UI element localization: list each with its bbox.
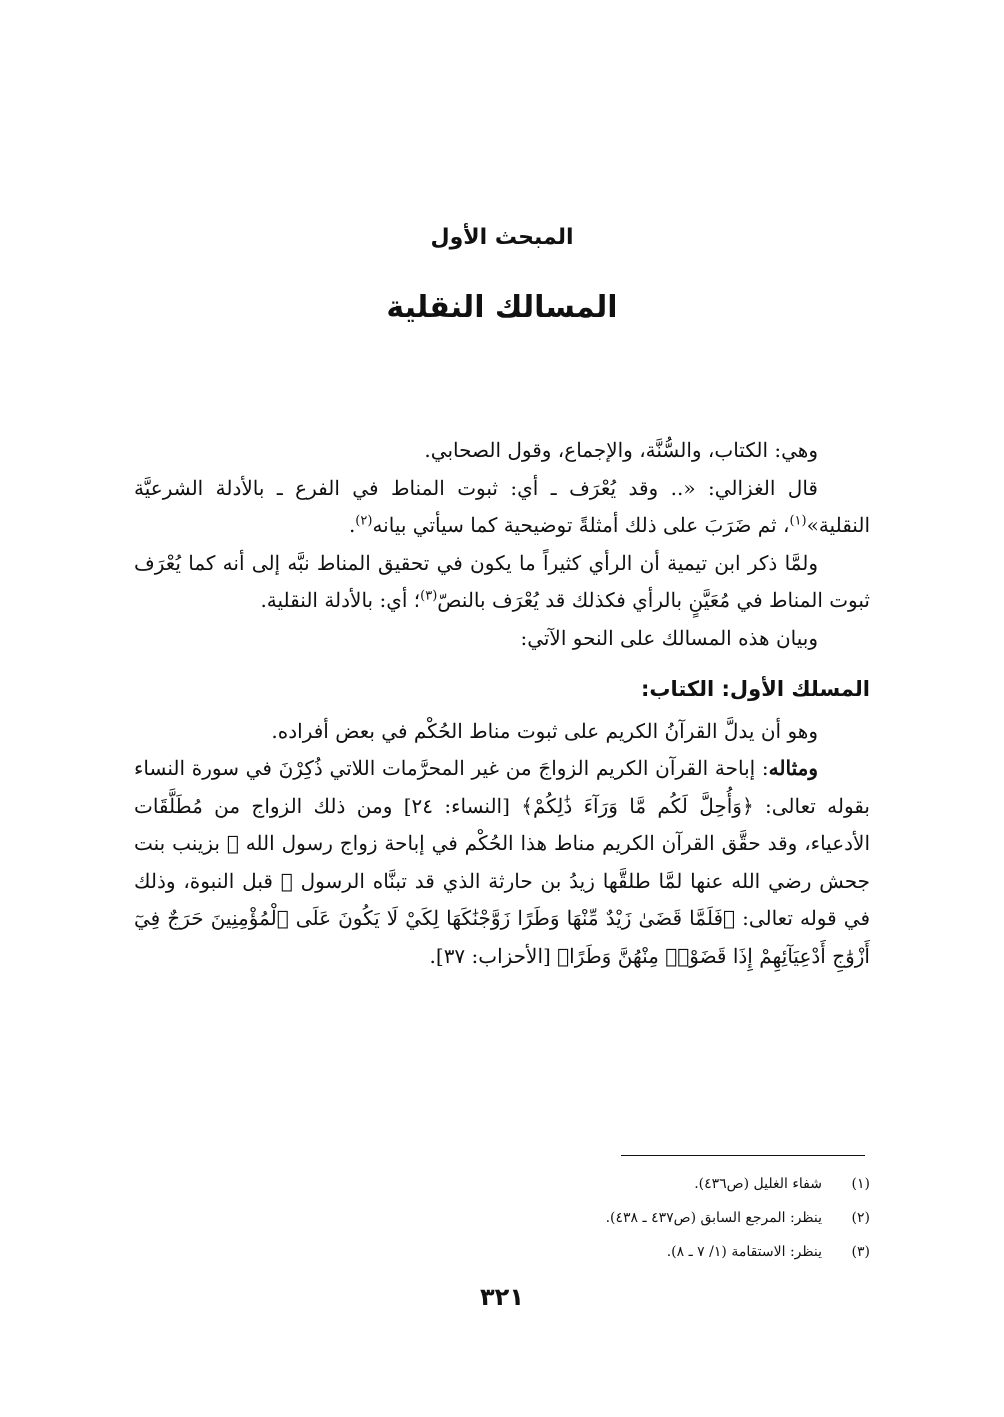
chapter-heading: المبحث الأول	[430, 225, 574, 250]
footnote-ref-2: (٢)	[355, 513, 373, 529]
body-text	[134, 432, 870, 975]
paragraph-6-text: : إباحة القرآن الكريم الزواجَ من غير المحرَّمات اللاتي ذُكِرْنَ في سورة النساء بقوله تعالى: ﴿وَأُحِلَّ لَكُم مَّا وَرَآءَ ذَٰلِكُمْ﴾ [النساء: ٢٤] ومن ذلك الزواج من مُطَلَّقَات الأدعياء، وقد حقَّق القرآن الكريم مناط هذا الحُكْم في إباحة زواج رسول الله ﷺ بزينب بنت جحش رضي الله عنها لمَّا طلقَّها زيدُ بن حارثة الذي قد تبنَّاه الرسول ﷺ قبل النبوة، وذلك في قوله تعالى: ﴿فَلَمَّا قَضَىٰ زَيْدٌ مِّنْهَا وَطَرًا زَوَّجْنَٰكَهَا لِكَيْ لَا يَكُونَ عَلَى ٱلْمُؤْمِنِينَ حَرَجٌ فِيٓ أَزْوَٰجِ أَدْعِيَآئِهِمْ إِذَا قَضَوْا۟ مِنْهُنَّ وَطَرًا﴾ [الأحزاب: ٣٧].	[134, 756, 870, 968]
footnote-text: شفاء الغليل (ص٤٣٦).	[694, 1176, 822, 1192]
footnote-number: (١)	[851, 1176, 870, 1192]
footnote-ref-1: (١)	[789, 513, 807, 529]
paragraph-4: وبيان هذه المسالك على النحو الآتي:	[520, 625, 818, 650]
footnote-number: (٢)	[851, 1210, 870, 1226]
example-label: ومثاله	[768, 756, 818, 780]
footnote-number: (٣)	[851, 1244, 870, 1260]
paragraph-1: وهي: الكتاب، والسُّنَّة، والإجماع، وقول الصحابي.	[424, 438, 818, 462]
footnote-2	[134, 1201, 870, 1235]
page-number: ٣٢١	[480, 1283, 524, 1311]
footnote-divider	[621, 1155, 865, 1156]
footnote-3	[134, 1235, 870, 1269]
paragraph-3	[134, 545, 870, 620]
footnote-text: ينظر: الاستقامة (١/ ٧ ـ ٨).	[666, 1244, 822, 1260]
paragraph-5: وهو أن يدلَّ القرآنُ الكريم على ثبوت مناط الحُكْم في بعض أفراده.	[271, 718, 818, 743]
paragraph-2-text: قال الغزالي: «.. وقد يُعْرَف ـ أي: ثبوت المناط في الفرع ـ بالأدلة الشرعيَّة النقلية»	[134, 475, 870, 537]
page-title: المسالك النقلية	[386, 290, 618, 325]
paragraph-3-tail: ؛ أي: بالأدلة النقلية.	[260, 588, 421, 612]
footnote-text: ينظر: المرجع السابق (ص٤٣٧ ـ ٤٣٨).	[605, 1210, 822, 1226]
paragraph-2-end: .	[348, 513, 356, 537]
paragraph-3-text: ولمَّا ذكر ابن تيمية أن الرأي كثيراً ما يكون في تحقيق المناط نبَّه إلى أنه كما يُعْرَف ثبوت المناط في مُعَيَّنٍ بالرأي فكذلك قد يُعْرَف بالنصّ	[134, 550, 870, 612]
paragraph-6	[134, 750, 870, 975]
paragraph-2-tail: ، ثم ضَرَبَ على ذلك أمثلةً توضيحية كما سيأتي بيانه	[372, 513, 790, 537]
footnote-1	[134, 1167, 870, 1201]
footnote-ref-3: (٣)	[420, 588, 438, 604]
section-heading: المسلك الأول: الكتاب:	[640, 677, 870, 701]
paragraph-2	[134, 470, 870, 545]
footnotes	[134, 1167, 870, 1269]
